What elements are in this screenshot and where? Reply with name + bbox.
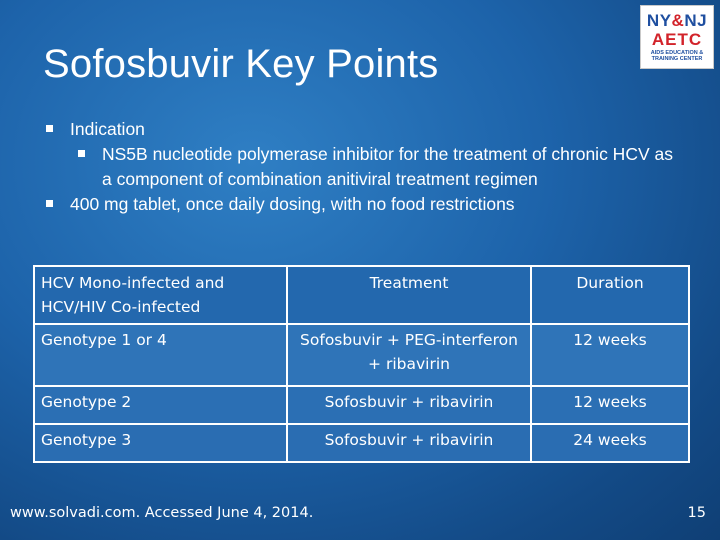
red-ribbon-icon: & [671, 11, 685, 30]
logo-subtitle: AIDS EDUCATION & TRAINING CENTER [650, 50, 704, 62]
square-bullet-icon [46, 200, 53, 207]
table-row [34, 424, 689, 462]
treatment-cell: Sofosbuvir + PEG-interferon + ribavirin [287, 324, 531, 386]
genotype-cell: Genotype 2 [34, 386, 287, 424]
square-bullet-icon [46, 125, 53, 132]
table-row [34, 324, 689, 386]
logo-ny: NY [646, 11, 672, 30]
sub-bullet-text: NS5B nucleotide polymerase inhibitor for the treatment of chronic HCV as a component of combination anitiviral treatment regimen [102, 144, 673, 189]
bullet-text: Indication [70, 119, 145, 139]
aetc-logo [640, 5, 714, 69]
bullet-text: 400 mg tablet, once daily dosing, with no food restrictions [70, 194, 515, 214]
source-citation: www.solvadi.com. Accessed June 4, 2014. [10, 505, 314, 521]
table-row [34, 386, 689, 424]
genotype-cell: Genotype 1 or 4 [34, 324, 287, 386]
treatment-cell: Sofosbuvir + ribavirin [287, 386, 531, 424]
slide-title: Sofosbuvir Key Points [43, 42, 439, 86]
logo-nj: NJ [684, 11, 708, 30]
logo-line1 [641, 11, 713, 31]
bullet-item [44, 192, 684, 217]
duration-cell: 12 weeks [531, 324, 689, 386]
table-header-row [34, 266, 689, 324]
logo-aetc: AETC [651, 30, 703, 49]
genotype-cell: Genotype 3 [34, 424, 287, 462]
header-duration: Duration [531, 266, 689, 324]
treatment-table [33, 265, 690, 463]
header-population: HCV Mono-infected and HCV/HIV Co-infected [34, 266, 287, 324]
duration-cell: 12 weeks [531, 386, 689, 424]
treatment-cell: Sofosbuvir + ribavirin [287, 424, 531, 462]
sub-bullet-item [44, 142, 684, 192]
header-treatment: Treatment [287, 266, 531, 324]
bullet-list [44, 117, 684, 217]
duration-cell: 24 weeks [531, 424, 689, 462]
square-bullet-icon [78, 150, 85, 157]
bullet-item [44, 117, 684, 142]
page-number: 15 [687, 505, 706, 521]
